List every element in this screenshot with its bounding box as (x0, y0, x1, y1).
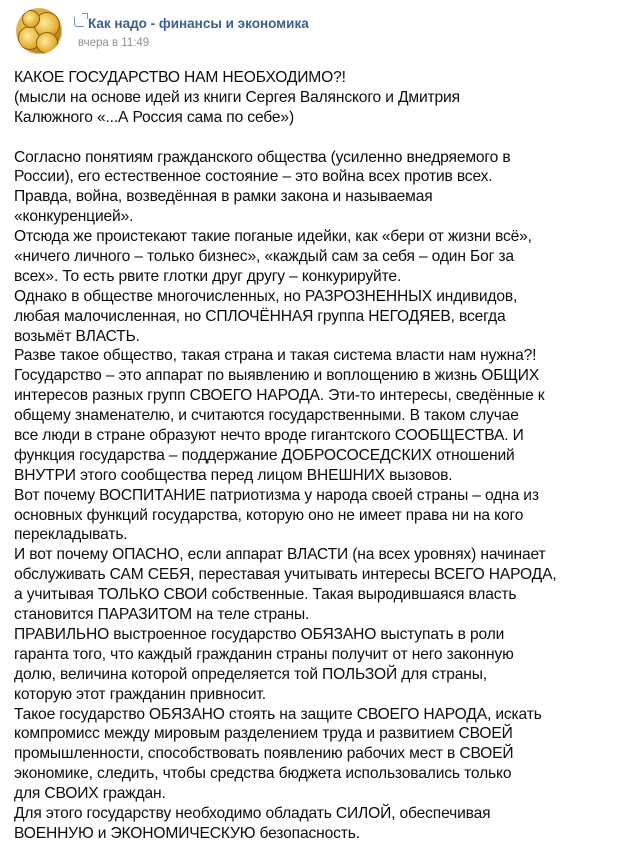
post-text-line: а учитывая ТОЛЬКО СВОИ собственные. Такая выродившаяся власть (14, 586, 517, 604)
post-text-line: основных функций государства, которую оно не имеет права ни на кого (14, 506, 524, 524)
post-text-line: перекладывать. (14, 526, 128, 544)
post-text-line: КАКОЕ ГОСУДАРСТВО НАМ НЕОБХОДИМО?! (14, 69, 346, 86)
post-text-line: всех». То есть рвите глотки друг другу – конкурируйте. (14, 267, 402, 285)
post-timestamp[interactable]: вчера в 11:49 (78, 37, 150, 49)
post-text-line: экономике, следить, чтобы средства бюджета использовались только (14, 765, 512, 783)
post-text-line: (мысли на основе идей из книги Сергея Валянского и Дмитрия (14, 88, 460, 106)
post-text-line: ВОЕННУЮ и ЭКОНОМИЧЕСКУЮ безопасность. (14, 824, 360, 842)
post-header (12, 6, 612, 58)
post-text-line: становится ПАРАЗИТОМ на теле страны. (14, 606, 310, 624)
post-text-line: интересов разных групп СВОЕГО НАРОДА. Эти-то интересы, сведённые к (14, 387, 545, 405)
post-text-line: возьмёт ВЛАСТЬ. (14, 327, 140, 345)
post-text-line: «ничего личного – только бизнес», «каждый сам за себя – один Бог за (14, 248, 514, 266)
post-text-line: Однако в обществе многочисленных, но РАЗРОЗНЕННЫХ индивидов, (14, 287, 518, 305)
post-text-line: И вот почему ОПАСНО, если аппарат ВЛАСТИ (на всех уровнях) начинает (14, 546, 546, 564)
post-text-line: Отсюда же проистекают такие поганые идейки, как «бери от жизни всё», (14, 228, 532, 246)
post-text-line: Для этого государству необходимо обладать СИЛОЙ, обеспечивая (14, 804, 491, 822)
post-text-line: которую этот гражданин привносит. (14, 685, 266, 703)
post-text-line: Правда, война, возведённая в рамки закона и называемая (14, 188, 433, 206)
post-text-line: Государство – это аппарат по выявлению и воплощению в жизнь ОБЩИХ (14, 367, 540, 385)
post-text-line: любая малочисленная, но СПЛОЧЁННАЯ группа НЕГОДЯЕВ, всегда (14, 307, 506, 325)
post-text-line: ВНУТРИ этого сообщества перед лицом ВНЕШНИХ вызовов. (14, 466, 453, 484)
post-text-line: Калюжного «...А Россия сама по себе») (14, 108, 294, 126)
post-text-line: промышленности, способствовать появлению рабочих мест в СВОЕЙ (14, 745, 514, 763)
coins-avatar-icon[interactable] (16, 8, 62, 54)
post-text-line: для СВОИХ граждан. (14, 785, 166, 803)
post-text-line: Такое государство ОБЯЗАНО стоять на защите СВОЕГО НАРОДА, искать (14, 705, 542, 723)
post-text-line: ПРАВИЛЬНО выстроенное государство ОБЯЗАНО выступать в роли (14, 625, 505, 643)
source-name[interactable]: Как надо - финансы и экономика (88, 16, 309, 31)
post-text-line: компромисс между мировым разделением труда и развитием СВОЕЙ (14, 725, 513, 743)
post-text-line: общему знаменателю, и считаются государственными. В таком случае (14, 407, 519, 425)
post-text-line: долю, величина которой определяется той ПОЛЬЗОЙ для страны, (14, 665, 487, 683)
source-link[interactable] (74, 16, 309, 31)
post-text-line: гаранта того, что каждый гражданин страны получит от него законную (14, 645, 514, 663)
post-text-line: Согласно понятиям гражданского общества (усиленно внедряемого в (14, 148, 511, 166)
post-text-line: обслуживать САМ СЕБЯ, переставая учитывать интересы ВСЕГО НАРОДА, (14, 566, 557, 584)
paragraph-gap (14, 128, 614, 148)
post-text (14, 68, 614, 844)
post-text-line: России), его естественное состояние – это война всех против всех. (14, 168, 493, 186)
repost-arrow-icon (74, 17, 84, 27)
post-text-line: Вот почему ВОСПИТАНИЕ патриотизма у народа своей страны – одна из (14, 486, 539, 504)
post-text-line: Разве такое общество, такая страна и такая система власти нам нужна?! (14, 347, 537, 365)
post-text-line: все люди в стране образуют нечто вроде гигантского СООБЩЕСТВА. И (14, 427, 524, 445)
post-text-line: функция государства – поддержание ДОБРОСОСЕДСКИХ отношений (14, 446, 515, 464)
post-text-line: «конкуренцией». (14, 208, 134, 226)
